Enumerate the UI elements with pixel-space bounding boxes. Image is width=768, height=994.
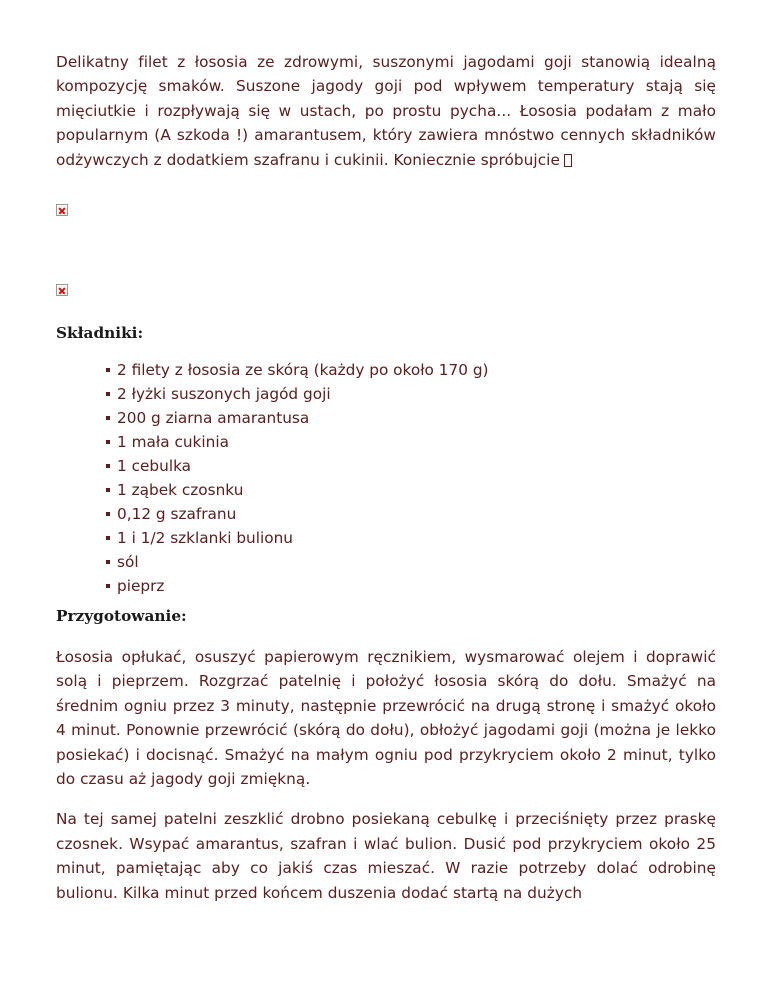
ingredient-item: 1 i 1/2 szklanki bulionu <box>106 526 716 550</box>
intro-text: Delikatny filet z łososia ze zdrowymi, suszonymi jagodami goji stanowią idealną kompozycję smaków. Suszone jagody goji pod wpływem temperatury stają się mięciutkie i rozpływają się w ustach, po prostu pycha... Łososia podałam z mało popularnym (A szkoda !) amarantusem, który zawiera mnóstwo cennych składników odżywczych z dodatkiem szafranu i cukinii. Koniecznie spróbujcie <box>56 53 716 169</box>
ingredient-item: sól <box>106 550 716 574</box>
ingredient-item: 1 cebulka <box>106 454 716 478</box>
ingredient-item: 2 łyżki suszonych jagód goji <box>106 382 716 406</box>
missing-glyph-icon <box>564 154 572 167</box>
intro-paragraph <box>56 50 716 172</box>
preparation-heading: Przygotowanie: <box>56 607 187 626</box>
recipe-content <box>56 50 716 905</box>
ingredient-item: 0,12 g szafranu <box>106 502 716 526</box>
preparation-paragraph: Łososia opłukać, osuszyć papierowym ręcznikiem, wysmarować olejem i doprawić solą i pieprzem. Rozgrzać patelnię i położyć łososia skórą do dołu. Smażyć na średnim ogniu przez 3 minuty, następnie przewrócić na drugą stronę i smażyć około 4 minut. Ponownie przewrócić (skórą do dołu), obłożyć jagodami goji (można je lekko posiekać) i docisnąć. Smażyć na małym ogniu pod przykryciem około 2 minut, tylko do czasu aż jagody goji zmiękną. <box>56 648 716 789</box>
ingredient-item: 200 g ziarna amarantusa <box>106 406 716 430</box>
ingredient-item: 1 ząbek czosnku <box>106 478 716 502</box>
broken-image-icon <box>56 204 68 216</box>
ingredient-item: 1 mała cukinia <box>106 430 716 454</box>
broken-image-icon <box>56 284 68 296</box>
ingredient-item: 2 filety z łososia ze skórą (każdy po około 170 g) <box>106 358 716 382</box>
ingredient-item: pieprz <box>106 574 716 598</box>
ingredients-list <box>56 358 716 598</box>
ingredients-heading: Składniki: <box>56 324 144 343</box>
preparation-paragraph: Na tej samej patelni zeszklić drobno posiekaną cebulkę i przeciśnięty przez praskę czosnek. Wsypać amarantus, szafran i wlać bulion. Dusić pod przykryciem około 25 minut, pamiętając aby co jakiś czas mieszać. W razie potrzeby dolać odrobinę bulionu. Kilka minut przed końcem duszenia dodać startą na dużych <box>56 810 716 902</box>
